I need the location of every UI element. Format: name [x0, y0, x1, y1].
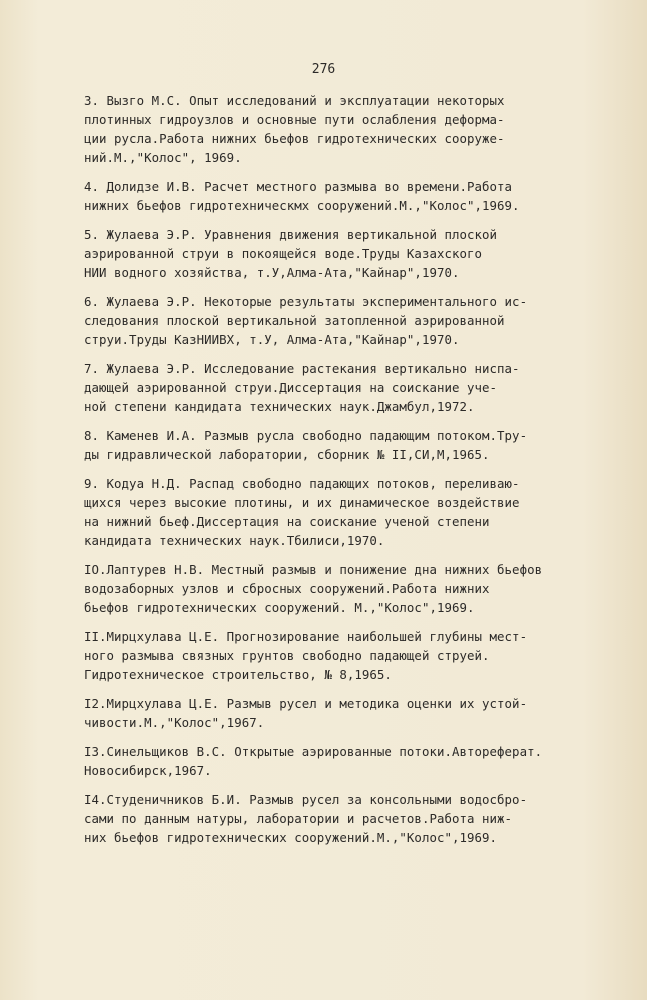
- reference-line: I2.Мирцхулава Ц.Е. Размыв русел и методика оценки их устой-: [84, 696, 528, 711]
- reference-item: [84, 359, 584, 416]
- reference-line: 5. Жулаева Э.Р. Уравнения движения вертикальной плоской: [84, 227, 498, 242]
- reference-line: них бьефов гидротехнических сооружений.М.,"Колос",1969.: [84, 830, 498, 845]
- reference-item: [84, 225, 584, 282]
- reference-line: нижних бьефов гидротехническмх сооружений.М.,"Колос",1969.: [84, 198, 520, 213]
- reference-line: ной степени кандидата технических наук.Джамбул,1972.: [84, 399, 475, 414]
- reference-line: НИИ водного хозяйства, т.У,Алма-Ата,"Кайнар",1970.: [84, 265, 460, 280]
- reference-line: II.Мирцхулава Ц.Е. Прогнозирование наибольшей глубины мест-: [84, 629, 528, 644]
- reference-line: ний.М.,"Колос", 1969.: [84, 150, 242, 165]
- reference-item: [84, 426, 584, 464]
- reference-item: [84, 91, 584, 167]
- reference-line: струи.Труды КазНИИВХ, т.У, Алма-Ата,"Кайнар",1970.: [84, 332, 460, 347]
- reference-line: чивости.М.,"Колос",1967.: [84, 715, 265, 730]
- reference-line: кандидата технических наук.Тбилиси,1970.: [84, 533, 385, 548]
- reference-line: на нижний бьеф.Диссертация на соискание ученой степени: [84, 514, 490, 529]
- reference-line: I4.Студеничников Б.И. Размыв русел за консольными водосбро-: [84, 792, 528, 807]
- reference-line: плотинных гидроузлов и основные пути ослабления деформа-: [84, 112, 505, 127]
- reference-line: I3.Синельщиков В.С. Открытые аэрированные потоки.Автореферат.: [84, 744, 543, 759]
- reference-line: 3. Вызго М.С. Опыт исследований и эксплуатации некоторых: [84, 93, 505, 108]
- reference-line: 6. Жулаева Э.Р. Некоторые результаты экспериментального ис-: [84, 294, 528, 309]
- reference-item: [84, 627, 584, 684]
- reference-item: [84, 292, 584, 349]
- reference-line: ного размыва связных грунтов свободно падающей струей.: [84, 648, 490, 663]
- reference-item: [84, 694, 584, 732]
- reference-line: 7. Жулаева Э.Р. Исследование растекания вертикально ниспа-: [84, 361, 520, 376]
- reference-line: 4. Долидзе И.В. Расчет местного размыва во времени.Работа: [84, 179, 513, 194]
- reference-line: следования плоской вертикальной затопленной аэрированной: [84, 313, 505, 328]
- reference-item: [84, 742, 584, 780]
- reference-line: 9. Кодуа Н.Д. Распад свободно падающих потоков, переливаю-: [84, 476, 520, 491]
- reference-item: [84, 560, 584, 617]
- reference-line: щихся через высокие плотины, и их динамическое воздействие: [84, 495, 520, 510]
- reference-item: [84, 177, 584, 215]
- reference-line: 8. Каменев И.А. Размыв русла свободно падающим потоком.Тру-: [84, 428, 528, 443]
- reference-line: Гидротехническое строительство, № 8,1965.: [84, 667, 392, 682]
- reference-line: ды гидравлической лаборатории, сборник № II,СИ,М,1965.: [84, 447, 490, 462]
- reference-line: Новосибирск,1967.: [84, 763, 212, 778]
- reference-item: [84, 790, 584, 847]
- reference-line: IO.Лаптурев Н.В. Местный размыв и понижение дна нижних бьефов: [84, 562, 543, 577]
- reference-line: сами по данным натуры, лаборатории и расчетов.Работа ниж-: [84, 811, 513, 826]
- reference-line: бьефов гидротехнических сооружений. М.,"Колос",1969.: [84, 600, 475, 615]
- reference-line: ции русла.Работа нижних бьефов гидротехнических сооруже-: [84, 131, 505, 146]
- reference-line: водозаборных узлов и сбросных сооружений.Работа нижних: [84, 581, 490, 596]
- reference-line: аэрированной струи в покоящейся воде.Труды Казахского: [84, 246, 483, 261]
- reference-item: [84, 474, 584, 550]
- reference-list: [84, 91, 584, 857]
- reference-line: дающей аэрированной струи.Диссертация на соискание уче-: [84, 380, 498, 395]
- page-number: 276: [311, 62, 336, 77]
